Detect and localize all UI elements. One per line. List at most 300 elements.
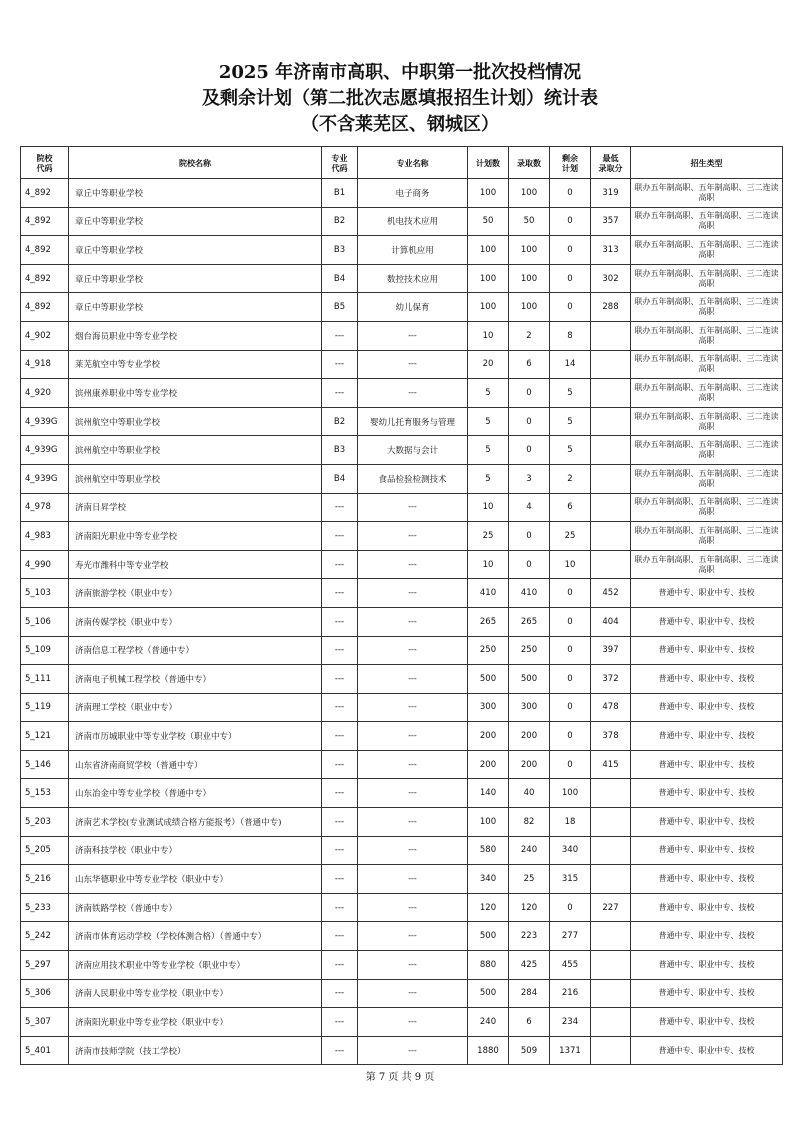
cell-admitted: 223 [509, 922, 550, 951]
cell-admitted: 300 [509, 693, 550, 722]
cell-major-name: 数控技术应用 [358, 264, 468, 293]
cell-school-name: 济南电子机械工程学校（普通中专） [69, 665, 322, 694]
cell-school-code: 4_918 [21, 350, 69, 379]
cell-major-code: B5 [322, 293, 358, 322]
cell-plan: 580 [468, 836, 509, 865]
cell-min-score: 397 [591, 636, 631, 665]
cell-school-name: 济南市技师学院（技工学校） [69, 1036, 322, 1065]
cell-major-code: --- [322, 836, 358, 865]
cell-remaining: 25 [550, 522, 591, 551]
cell-admitted: 100 [509, 179, 550, 208]
cell-min-score: 313 [591, 236, 631, 265]
cell-major-code: --- [322, 808, 358, 837]
cell-remaining: 5 [550, 436, 591, 465]
cell-min-score: 415 [591, 750, 631, 779]
cell-school-code: 5_111 [21, 665, 69, 694]
cell-remaining: 18 [550, 808, 591, 837]
cell-min-score [591, 407, 631, 436]
cell-major-name: 计算机应用 [358, 236, 468, 265]
cell-plan: 300 [468, 693, 509, 722]
cell-major-code: --- [322, 321, 358, 350]
table-row [21, 951, 783, 980]
cell-plan: 500 [468, 665, 509, 694]
cell-enrollment-type: 普通中专、职业中专、技校 [631, 979, 783, 1008]
cell-remaining: 0 [550, 636, 591, 665]
cell-major-name: --- [358, 979, 468, 1008]
cell-school-name: 章丘中等职业学校 [69, 207, 322, 236]
cell-min-score [591, 808, 631, 837]
cell-remaining: 340 [550, 836, 591, 865]
cell-remaining: 14 [550, 350, 591, 379]
cell-remaining: 0 [550, 607, 591, 636]
cell-remaining: 0 [550, 722, 591, 751]
cell-school-code: 4_939G [21, 407, 69, 436]
cell-major-name: --- [358, 836, 468, 865]
table-row [21, 436, 783, 465]
cell-school-name: 寿光市潍科中等专业学校 [69, 550, 322, 579]
cell-major-name: 婴幼儿托育服务与管理 [358, 407, 468, 436]
header-remaining: 剩余 计划 [550, 147, 591, 179]
document-title-line-1: 2025 年济南市高职、中职第一批次投档情况 [218, 62, 582, 83]
cell-school-code: 5_119 [21, 693, 69, 722]
header-major-code: 专业 代码 [322, 147, 358, 179]
cell-min-score: 478 [591, 693, 631, 722]
cell-school-name: 山东冶金中等专业学校（普通中专） [69, 779, 322, 808]
cell-major-name: 大数据与会计 [358, 436, 468, 465]
cell-plan: 1880 [468, 1036, 509, 1065]
cell-school-name: 滨州航空中等职业学校 [69, 436, 322, 465]
cell-major-code: B3 [322, 236, 358, 265]
table-row [21, 893, 783, 922]
cell-school-code: 5_203 [21, 808, 69, 837]
cell-enrollment-type: 联办五年制高职、五年制高职、三二连读高职 [631, 522, 783, 551]
cell-school-code: 4_892 [21, 207, 69, 236]
cell-school-name: 烟台海员职业中等专业学校 [69, 321, 322, 350]
cell-major-code: B4 [322, 464, 358, 493]
cell-major-name: --- [358, 1008, 468, 1037]
cell-min-score [591, 922, 631, 951]
cell-major-name: --- [358, 579, 468, 608]
table-row [21, 779, 783, 808]
cell-school-code: 4_920 [21, 379, 69, 408]
cell-major-name: --- [358, 321, 468, 350]
cell-min-score: 357 [591, 207, 631, 236]
cell-plan: 340 [468, 865, 509, 894]
cell-major-name: --- [358, 722, 468, 751]
cell-plan: 100 [468, 293, 509, 322]
cell-enrollment-type: 普通中专、职业中专、技校 [631, 607, 783, 636]
cell-admitted: 25 [509, 865, 550, 894]
cell-plan: 500 [468, 922, 509, 951]
cell-major-name: --- [358, 808, 468, 837]
cell-remaining: 277 [550, 922, 591, 951]
cell-enrollment-type: 联办五年制高职、五年制高职、三二连读高职 [631, 379, 783, 408]
cell-remaining: 0 [550, 893, 591, 922]
table-row [21, 179, 783, 208]
cell-min-score [591, 550, 631, 579]
header-admitted: 录取数 [509, 147, 550, 179]
cell-admitted: 250 [509, 636, 550, 665]
header-plan: 计划数 [468, 147, 509, 179]
cell-major-code: --- [322, 893, 358, 922]
cell-min-score [591, 350, 631, 379]
table-row [21, 693, 783, 722]
table-row [21, 836, 783, 865]
cell-school-code: 5_401 [21, 1036, 69, 1065]
cell-admitted: 500 [509, 665, 550, 694]
cell-min-score: 452 [591, 579, 631, 608]
cell-major-code: --- [322, 865, 358, 894]
cell-school-code: 5_233 [21, 893, 69, 922]
cell-major-code: --- [322, 779, 358, 808]
table-row [21, 1008, 783, 1037]
cell-plan: 10 [468, 550, 509, 579]
cell-school-code: 4_983 [21, 522, 69, 551]
cell-school-name: 济南信息工程学校（普通中专） [69, 636, 322, 665]
cell-plan: 240 [468, 1008, 509, 1037]
cell-school-name: 济南理工学校（职业中专） [69, 693, 322, 722]
cell-enrollment-type: 普通中专、职业中专、技校 [631, 893, 783, 922]
cell-school-code: 4_892 [21, 264, 69, 293]
cell-major-name: --- [358, 636, 468, 665]
cell-plan: 5 [468, 407, 509, 436]
cell-min-score [591, 321, 631, 350]
cell-enrollment-type: 联办五年制高职、五年制高职、三二连读高职 [631, 264, 783, 293]
table-row [21, 922, 783, 951]
cell-plan: 250 [468, 636, 509, 665]
cell-enrollment-type: 联办五年制高职、五年制高职、三二连读高职 [631, 550, 783, 579]
cell-major-code: B2 [322, 207, 358, 236]
cell-school-name: 济南应用技术职业中等专业学校（职业中专） [69, 951, 322, 980]
cell-school-name: 滨州航空中等职业学校 [69, 464, 322, 493]
cell-plan: 5 [468, 464, 509, 493]
cell-major-name: --- [358, 951, 468, 980]
cell-remaining: 0 [550, 207, 591, 236]
cell-enrollment-type: 普通中专、职业中专、技校 [631, 1008, 783, 1037]
cell-school-name: 章丘中等职业学校 [69, 236, 322, 265]
cell-school-name: 济南日昇学校 [69, 493, 322, 522]
table-row [21, 407, 783, 436]
cell-admitted: 4 [509, 493, 550, 522]
cell-major-code: --- [322, 722, 358, 751]
cell-major-code: --- [322, 522, 358, 551]
cell-admitted: 410 [509, 579, 550, 608]
cell-admitted: 284 [509, 979, 550, 1008]
cell-remaining: 2 [550, 464, 591, 493]
cell-school-code: 4_892 [21, 293, 69, 322]
cell-admitted: 6 [509, 350, 550, 379]
cell-major-code: B2 [322, 407, 358, 436]
cell-remaining: 0 [550, 179, 591, 208]
cell-major-name: --- [358, 665, 468, 694]
cell-school-name: 章丘中等职业学校 [69, 293, 322, 322]
cell-admitted: 100 [509, 264, 550, 293]
cell-plan: 500 [468, 979, 509, 1008]
cell-remaining: 0 [550, 264, 591, 293]
cell-min-score: 319 [591, 179, 631, 208]
cell-plan: 5 [468, 436, 509, 465]
cell-major-name: 电子商务 [358, 179, 468, 208]
cell-school-name: 济南阳光职业中等专业学校（职业中专） [69, 1008, 322, 1037]
cell-remaining: 0 [550, 665, 591, 694]
cell-admitted: 50 [509, 207, 550, 236]
cell-major-code: --- [322, 350, 358, 379]
cell-admitted: 120 [509, 893, 550, 922]
cell-remaining: 1371 [550, 1036, 591, 1065]
cell-min-score [591, 379, 631, 408]
cell-enrollment-type: 普通中专、职业中专、技校 [631, 750, 783, 779]
cell-min-score [591, 865, 631, 894]
cell-major-code: --- [322, 979, 358, 1008]
table-row [21, 464, 783, 493]
table-row [21, 1036, 783, 1065]
cell-plan: 5 [468, 379, 509, 408]
cell-enrollment-type: 联办五年制高职、五年制高职、三二连读高职 [631, 493, 783, 522]
table-row [21, 493, 783, 522]
cell-enrollment-type: 联办五年制高职、五年制高职、三二连读高职 [631, 293, 783, 322]
cell-school-code: 5_306 [21, 979, 69, 1008]
table-row [21, 550, 783, 579]
cell-min-score: 302 [591, 264, 631, 293]
cell-plan: 10 [468, 321, 509, 350]
cell-major-name: --- [358, 379, 468, 408]
table-row [21, 293, 783, 322]
cell-enrollment-type: 普通中专、职业中专、技校 [631, 579, 783, 608]
cell-major-name: --- [358, 550, 468, 579]
cell-enrollment-type: 联办五年制高职、五年制高职、三二连读高职 [631, 407, 783, 436]
cell-plan: 20 [468, 350, 509, 379]
cell-major-name: --- [358, 350, 468, 379]
table-row [21, 522, 783, 551]
cell-plan: 200 [468, 722, 509, 751]
cell-min-score: 227 [591, 893, 631, 922]
document-title-line-2: 及剩余计划（第二批次志愿填报招生计划）统计表 [202, 88, 598, 109]
cell-plan: 100 [468, 236, 509, 265]
cell-remaining: 100 [550, 779, 591, 808]
cell-school-code: 5_109 [21, 636, 69, 665]
cell-school-name: 莱芜航空中等专业学校 [69, 350, 322, 379]
cell-enrollment-type: 普通中专、职业中专、技校 [631, 922, 783, 951]
cell-school-code: 5_153 [21, 779, 69, 808]
cell-min-score [591, 493, 631, 522]
cell-major-name: 食品检验检测技术 [358, 464, 468, 493]
cell-remaining: 10 [550, 550, 591, 579]
cell-school-name: 章丘中等职业学校 [69, 264, 322, 293]
header-enrollment-type: 招生类型 [631, 147, 783, 179]
cell-school-name: 章丘中等职业学校 [69, 179, 322, 208]
cell-admitted: 265 [509, 607, 550, 636]
cell-school-name: 山东省济南商贸学校（普通中专） [69, 750, 322, 779]
cell-enrollment-type: 普通中专、职业中专、技校 [631, 722, 783, 751]
cell-school-name: 山东华德职业中等专业学校（职业中专） [69, 865, 322, 894]
cell-remaining: 8 [550, 321, 591, 350]
cell-min-score: 288 [591, 293, 631, 322]
cell-enrollment-type: 普通中专、职业中专、技校 [631, 836, 783, 865]
cell-major-code: --- [322, 951, 358, 980]
table-row [21, 636, 783, 665]
cell-school-name: 济南艺术学校(专业测试成绩合格方能报考）（普通中专) [69, 808, 322, 837]
cell-major-name: --- [358, 779, 468, 808]
cell-major-name: --- [358, 1036, 468, 1065]
cell-major-name: --- [358, 493, 468, 522]
table-row [21, 579, 783, 608]
cell-school-name: 济南阳光职业中等专业学校 [69, 522, 322, 551]
cell-min-score [591, 836, 631, 865]
table-row [21, 350, 783, 379]
cell-major-name: --- [358, 922, 468, 951]
cell-admitted: 40 [509, 779, 550, 808]
cell-plan: 50 [468, 207, 509, 236]
cell-enrollment-type: 普通中专、职业中专、技校 [631, 665, 783, 694]
cell-major-code: --- [322, 493, 358, 522]
cell-min-score [591, 1008, 631, 1037]
cell-remaining: 5 [550, 407, 591, 436]
cell-min-score [591, 464, 631, 493]
cell-admitted: 6 [509, 1008, 550, 1037]
cell-enrollment-type: 联办五年制高职、五年制高职、三二连读高职 [631, 321, 783, 350]
cell-enrollment-type: 联办五年制高职、五年制高职、三二连读高职 [631, 207, 783, 236]
cell-major-name: --- [358, 607, 468, 636]
cell-school-code: 4_902 [21, 321, 69, 350]
cell-enrollment-type: 普通中专、职业中专、技校 [631, 636, 783, 665]
cell-remaining: 0 [550, 750, 591, 779]
cell-enrollment-type: 普通中专、职业中专、技校 [631, 693, 783, 722]
cell-enrollment-type: 联办五年制高职、五年制高职、三二连读高职 [631, 464, 783, 493]
cell-plan: 100 [468, 179, 509, 208]
cell-remaining: 0 [550, 579, 591, 608]
cell-admitted: 0 [509, 522, 550, 551]
cell-school-code: 5_106 [21, 607, 69, 636]
cell-major-code: --- [322, 693, 358, 722]
cell-enrollment-type: 普通中专、职业中专、技校 [631, 1036, 783, 1065]
cell-plan: 410 [468, 579, 509, 608]
header-min-score: 最低 录取分 [591, 147, 631, 179]
table-row [21, 264, 783, 293]
cell-major-code: --- [322, 607, 358, 636]
cell-major-code: B3 [322, 436, 358, 465]
table-row [21, 979, 783, 1008]
cell-school-code: 5_242 [21, 922, 69, 951]
cell-major-code: --- [322, 636, 358, 665]
cell-major-code: --- [322, 665, 358, 694]
cell-admitted: 2 [509, 321, 550, 350]
cell-school-code: 5_216 [21, 865, 69, 894]
cell-enrollment-type: 联办五年制高职、五年制高职、三二连读高职 [631, 436, 783, 465]
cell-major-name: --- [358, 522, 468, 551]
cell-remaining: 315 [550, 865, 591, 894]
header-school-code: 院校 代码 [21, 147, 69, 179]
cell-major-code: B1 [322, 179, 358, 208]
cell-school-code: 5_307 [21, 1008, 69, 1037]
cell-admitted: 100 [509, 236, 550, 265]
table-row [21, 808, 783, 837]
cell-remaining: 0 [550, 293, 591, 322]
cell-school-code: 5_297 [21, 951, 69, 980]
cell-school-code: 5_121 [21, 722, 69, 751]
cell-admitted: 0 [509, 379, 550, 408]
header-school-name: 院校名称 [69, 147, 322, 179]
cell-school-name: 滨州航空中等职业学校 [69, 407, 322, 436]
cell-plan: 265 [468, 607, 509, 636]
cell-admitted: 200 [509, 722, 550, 751]
cell-school-name: 济南铁路学校（普通中专） [69, 893, 322, 922]
cell-enrollment-type: 联办五年制高职、五年制高职、三二连读高职 [631, 236, 783, 265]
cell-major-code: --- [322, 922, 358, 951]
table-row [21, 207, 783, 236]
cell-plan: 100 [468, 808, 509, 837]
page-number: 第 7 页 共 9 页 [365, 1072, 435, 1083]
cell-remaining: 234 [550, 1008, 591, 1037]
cell-admitted: 3 [509, 464, 550, 493]
cell-admitted: 82 [509, 808, 550, 837]
cell-school-code: 5_103 [21, 579, 69, 608]
cell-enrollment-type: 普通中专、职业中专、技校 [631, 779, 783, 808]
cell-school-name: 济南市体育运动学校（学校体测合格）（普通中专） [69, 922, 322, 951]
cell-major-code: --- [322, 1036, 358, 1065]
cell-min-score: 404 [591, 607, 631, 636]
cell-major-code: B4 [322, 264, 358, 293]
cell-enrollment-type: 联办五年制高职、五年制高职、三二连读高职 [631, 179, 783, 208]
cell-major-name: 机电技术应用 [358, 207, 468, 236]
table-row [21, 750, 783, 779]
cell-admitted: 0 [509, 436, 550, 465]
table-row [21, 607, 783, 636]
cell-plan: 100 [468, 264, 509, 293]
cell-admitted: 425 [509, 951, 550, 980]
cell-school-code: 4_939G [21, 464, 69, 493]
table-header-row [21, 147, 783, 179]
cell-enrollment-type: 联办五年制高职、五年制高职、三二连读高职 [631, 350, 783, 379]
cell-school-code: 5_146 [21, 750, 69, 779]
cell-min-score [591, 436, 631, 465]
cell-enrollment-type: 普通中专、职业中专、技校 [631, 808, 783, 837]
cell-major-code: --- [322, 579, 358, 608]
cell-school-code: 4_892 [21, 236, 69, 265]
cell-major-code: --- [322, 1008, 358, 1037]
cell-school-name: 济南市历城职业中等专业学校（职业中专） [69, 722, 322, 751]
cell-admitted: 0 [509, 407, 550, 436]
cell-school-name: 滨州康养职业中等专业学校 [69, 379, 322, 408]
cell-min-score: 378 [591, 722, 631, 751]
cell-min-score [591, 979, 631, 1008]
table-row [21, 321, 783, 350]
document-title-line-3: （不含莱芜区、钢城区） [301, 114, 499, 135]
cell-min-score [591, 522, 631, 551]
header-major-name: 专业名称 [358, 147, 468, 179]
table-row [21, 379, 783, 408]
cell-plan: 880 [468, 951, 509, 980]
cell-major-name: 幼儿保育 [358, 293, 468, 322]
cell-admitted: 0 [509, 550, 550, 579]
cell-school-name: 济南科技学校（职业中专） [69, 836, 322, 865]
cell-admitted: 200 [509, 750, 550, 779]
cell-major-name: --- [358, 693, 468, 722]
cell-major-name: --- [358, 893, 468, 922]
cell-remaining: 216 [550, 979, 591, 1008]
cell-enrollment-type: 普通中专、职业中专、技校 [631, 951, 783, 980]
cell-remaining: 455 [550, 951, 591, 980]
cell-remaining: 5 [550, 379, 591, 408]
cell-school-code: 4_892 [21, 179, 69, 208]
cell-major-name: --- [358, 750, 468, 779]
table-row [21, 665, 783, 694]
cell-school-name: 济南人民职业中等专业学校（职业中专） [69, 979, 322, 1008]
cell-remaining: 0 [550, 693, 591, 722]
cell-plan: 140 [468, 779, 509, 808]
cell-min-score [591, 779, 631, 808]
cell-school-code: 4_939G [21, 436, 69, 465]
table-row [21, 236, 783, 265]
